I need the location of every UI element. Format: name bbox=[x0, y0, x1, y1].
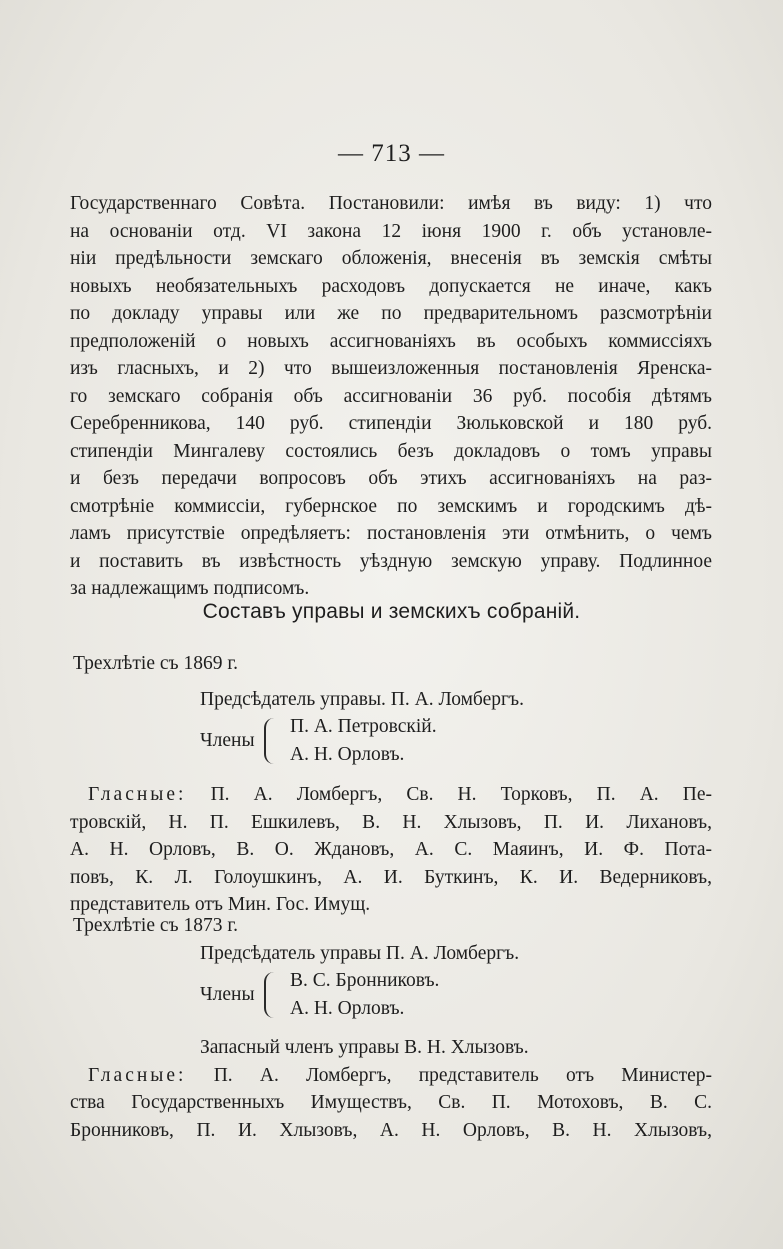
deputies-label: Гласные: bbox=[88, 784, 187, 805]
text-line: Государственнаго Совѣта. Постановили: имѣя въ виду: 1) что bbox=[70, 193, 712, 214]
reserve-member-line: Запасный членъ управы В. Н. Хлызовъ. bbox=[200, 1037, 529, 1058]
text-line: предположеній о новыхъ ассигнованіяхъ въ особыхъ коммиссіяхъ bbox=[70, 330, 712, 352]
text-line: новыхъ необязательныхъ расходовъ допускается не иначе, какъ bbox=[70, 275, 712, 297]
text-line: стипендіи Мингалеву состоялись безъ докладовъ о томъ управы bbox=[70, 440, 712, 462]
chairman-line: Предсѣдатель управы. П. А. Ломбергъ. bbox=[200, 688, 524, 710]
term-1869 bbox=[70, 650, 712, 919]
member-name: А. Н. Орловъ. bbox=[290, 997, 405, 1019]
text-line bbox=[70, 1062, 712, 1090]
deputies-text: П. А. Ломбергъ, Св. Н. Торковъ, П. А. Пе- bbox=[210, 784, 712, 805]
chairman-line: Предсѣдатель управы П. А. Ломбергъ. bbox=[200, 942, 520, 964]
text-line bbox=[70, 781, 712, 809]
members-group bbox=[70, 967, 712, 1022]
text-line: ства Государственныхъ Имуществъ, Св. П. Мотоховъ, В. С. bbox=[70, 1092, 712, 1113]
members-group bbox=[70, 713, 712, 768]
text-line: ніи предѣльности земскаго обложенія, внесенія въ земскія смѣты bbox=[70, 248, 712, 269]
deputies-label: Гласные: bbox=[88, 1064, 187, 1086]
text-line: Бронниковъ, П. И. Хлызовъ, А. Н. Орловъ, В. Н. Хлызовъ, bbox=[70, 1119, 712, 1141]
deputies-paragraph bbox=[70, 781, 712, 919]
members-label: Члены bbox=[200, 729, 255, 751]
member-name: В. С. Бронниковъ. bbox=[290, 970, 440, 991]
section-heading: Составъ управы и земскихъ собраній. bbox=[202, 600, 581, 623]
text-line: представитель отъ Мин. Гос. Имущ. bbox=[70, 894, 371, 915]
members-list bbox=[290, 713, 437, 768]
text-line: ламъ присутствіе опредѣляетъ: постановленія эти отмѣнить, о чемъ bbox=[70, 523, 712, 544]
text-line: на основаніи отд. VI закона 12 іюня 1900 г. объ установле- bbox=[70, 220, 712, 242]
deputies-paragraph bbox=[70, 1062, 712, 1145]
text-line: Серебренникова, 140 руб. стипендіи Зюльковской и 180 руб. bbox=[70, 413, 712, 434]
text-line: изъ гласныхъ, и 2) что вышеизложенныя постановленія Яренска- bbox=[70, 358, 712, 379]
members-list bbox=[290, 967, 439, 1022]
text-line: тровскій, Н. П. Ешкилевъ, В. Н. Хлызовъ, П. И. Лихановъ, bbox=[70, 811, 712, 833]
intro-paragraph bbox=[70, 190, 712, 603]
term-heading: Трехлѣтіе съ 1873 г. bbox=[73, 915, 239, 936]
members-label: Члены bbox=[200, 983, 255, 1005]
text-line: смотрѣніе коммиссіи, губернское по земскимъ и городскимъ дѣ- bbox=[70, 495, 712, 517]
deputies-text: П. А. Ломбергъ, представитель отъ Министер- bbox=[213, 1064, 712, 1086]
brace-symbol bbox=[264, 972, 280, 1018]
member-name: А. Н. Орловъ. bbox=[290, 743, 405, 765]
text-line: и безъ передачи вопросовъ объ этихъ ассигнованіяхъ на раз- bbox=[70, 468, 712, 489]
brace-symbol bbox=[264, 718, 280, 764]
text-line: повъ, К. Л. Голоушкинъ, А. И. Буткинъ, К. И. Ведерниковъ, bbox=[70, 866, 712, 888]
text-line: го земскаго собранія объ ассигнованіи 36 руб. пособія дѣтямъ bbox=[70, 385, 712, 407]
page-number: — 713 — bbox=[338, 140, 445, 167]
term-1873 bbox=[70, 912, 712, 1144]
text-line: А. Н. Орловъ, В. О. Ждановъ, А. С. Маяинъ, И. Ф. Пота- bbox=[70, 839, 712, 860]
text-line: за надлежащимъ подписомъ. bbox=[70, 578, 310, 599]
text-line: и поставить въ извѣстность уѣздную земскую управу. Подлинное bbox=[70, 550, 712, 572]
member-name: П. А. Петровскій. bbox=[290, 716, 437, 737]
text-line: по докладу управы или же по предварительномъ разсмотрѣніи bbox=[70, 303, 712, 324]
term-heading: Трехлѣтіе съ 1869 г. bbox=[73, 653, 239, 674]
